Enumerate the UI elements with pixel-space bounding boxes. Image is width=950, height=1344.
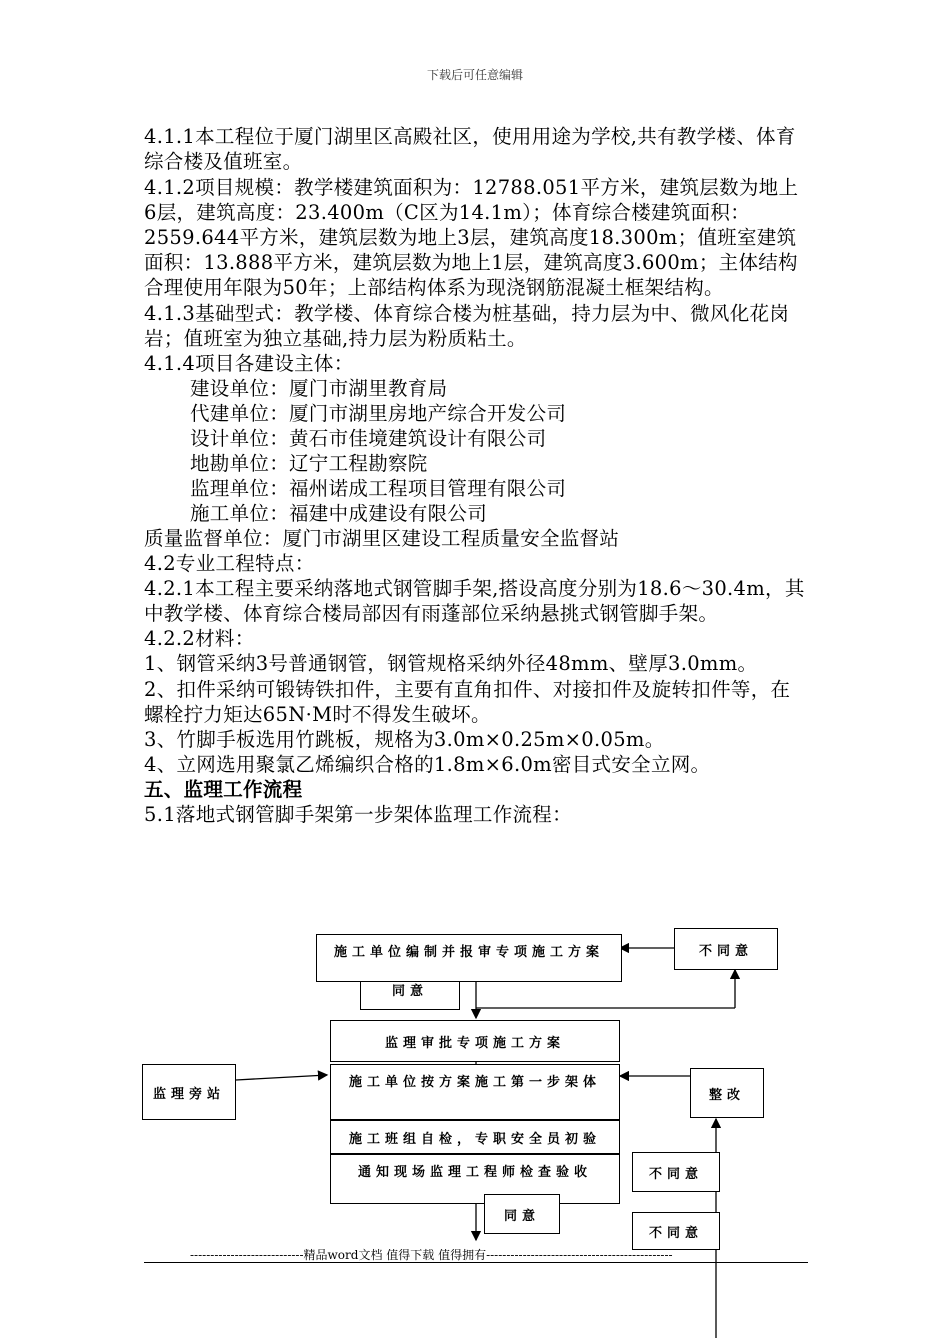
flow-box-disagree-3: 不同意 <box>632 1212 720 1250</box>
paragraph-5-1: 5.1落地式钢管脚手架第一步架体监理工作流程： <box>144 803 572 826</box>
paragraph-4-1-4: 4.1.4项目各建设主体： <box>144 352 354 375</box>
flow-box-build-first-step: 施工单位按方案施工第一步架体 <box>330 1064 620 1120</box>
paragraph-4-2-1: 4.2.1本工程主要采纳落地式钢管脚手架,搭设高度分别为18.6～30.4m，其中教学楼、体育综合楼局部因有雨蓬部位采纳悬挑式钢管脚手架。 <box>144 577 805 625</box>
unit-design: 设计单位：黄石市佳境建筑设计有限公司 <box>190 427 547 450</box>
flow-box-approve-plan: 监理审批专项施工方案 <box>330 1020 620 1062</box>
flow-box-self-check: 施工班组自检，专职安全员初验 <box>330 1120 620 1154</box>
paragraph-4-1-1: 4.1.1本工程位于厦门湖里区高殿社区，使用用途为学校,共有教学楼、体育综合楼及值班室。 <box>144 125 796 173</box>
paragraph-4-1-3: 4.1.3基础型式：教学楼、体育综合楼为桩基础，持力层为中、微风化花岗岩；值班室为独立基础,持力层为粉质粘土。 <box>144 302 790 350</box>
material-3: 3、竹脚手板选用竹跳板，规格为3.0m×0.25m×0.05m。 <box>144 728 665 751</box>
paragraph-4-2-2: 4.2.2材料： <box>144 627 255 650</box>
flow-box-disagree-1: 不同意 <box>674 928 778 970</box>
flow-box-disagree-2: 不同意 <box>632 1152 720 1192</box>
unit-quality-supervision: 质量监督单位：厦门市湖里区建设工程质量安全监督站 <box>144 527 620 550</box>
page-header: 下载后可任意编辑 <box>426 68 523 82</box>
unit-survey: 地勘单位：辽宁工程勘察院 <box>190 452 428 475</box>
arrow-supervision <box>236 1075 327 1080</box>
paragraph-4-2: 4.2专业工程特点： <box>144 552 315 575</box>
unit-agent: 代建单位：厦门市湖里房地产综合开发公司 <box>190 402 567 425</box>
flow-box-agree-1 <box>360 982 460 1010</box>
paragraph-4-1-2: 4.1.2项目规模：教学楼建筑面积为：12788.051平方米，建筑层数为地上6层，建筑高度：23.400m（C区为14.1m）；体育综合楼建筑面积：2559.644平方米，建筑层数为地上3层，建筑高度18.300m；值班室建筑面积：13.888平方米，建筑层数为地上1层，建筑高度3.600m；主体结构合理使用年限为50年；上部结构体系为现浇钢筋混凝土框架结构。 <box>144 176 799 299</box>
flow-box-prepare-plan: 施工单位编制并报审专项施工方案 <box>316 934 622 982</box>
flow-box-rectify: 整改 <box>690 1068 764 1118</box>
section-heading-5: 五、监理工作流程 <box>144 778 303 801</box>
flow-box-notify-engineer: 通知现场监理工程师检查验收 <box>330 1154 620 1204</box>
flow-box-agree-2: 同意 <box>484 1194 560 1234</box>
flow-box-agree-1-label: 同意 <box>391 984 428 999</box>
unit-construction: 建设单位：厦门市湖里教育局 <box>190 377 448 400</box>
flow-box-supervision-onsite: 监理旁站 <box>142 1064 236 1120</box>
material-4: 4、立网选用聚氯乙烯编织合格的1.8m×6.0m密目式安全立网。 <box>144 753 711 776</box>
unit-contractor: 施工单位：福建中成建设有限公司 <box>190 502 488 525</box>
material-2: 2、扣件采纳可锻铸铁扣件，主要有直角扣件、对接扣件及旋转扣件等，在螺栓拧力矩达65N·M时不得发生破坏。 <box>144 678 791 726</box>
footer-divider <box>144 1262 808 1263</box>
footer-text: ----------------------------精品word文档 值得下载 值得拥有---------------------------------------------- <box>190 1248 673 1262</box>
unit-supervision: 监理单位：福州诺成工程项目管理有限公司 <box>190 477 567 500</box>
material-1: 1、钢管采纳3号普通钢管，钢管规格采纳外径48mm、壁厚3.0mm。 <box>144 652 758 675</box>
